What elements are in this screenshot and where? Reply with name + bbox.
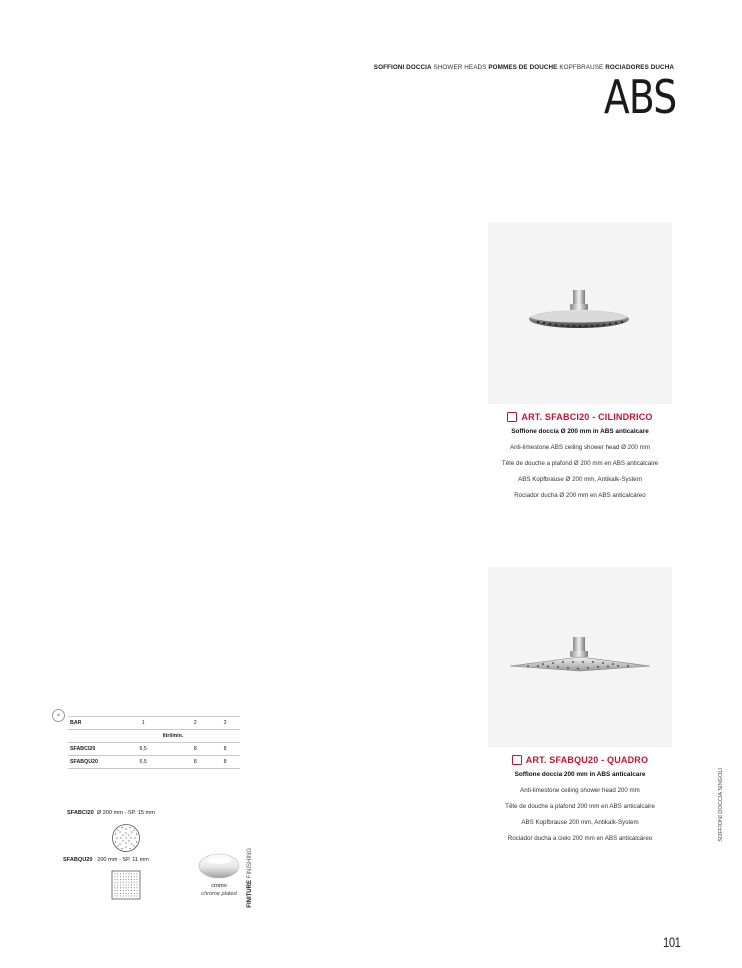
table-cell: 8 (210, 756, 240, 769)
product-image-square (488, 567, 672, 747)
round-shower-head-icon (488, 222, 672, 404)
category-fr: POMMES DE DOUCHE (488, 64, 558, 71)
table-cell: 6,5 (106, 756, 180, 769)
table-cell: 8 (210, 743, 240, 756)
square-head-drawing-icon (111, 870, 141, 900)
product-description-2 (480, 753, 680, 847)
category-es: ROCIADORES DUCHA (605, 64, 674, 71)
table-cell: SFABQU20 (68, 756, 106, 769)
table-unit-row (68, 730, 240, 743)
flow-rate-icon: ⌀ (52, 709, 65, 722)
dimension-label-2 (63, 857, 149, 863)
table-header-cell: 1 (106, 717, 180, 730)
product-desc-it: Soffione doccia Ø 200 mm in ABS anticalcare (511, 428, 649, 435)
side-section-label (718, 768, 730, 864)
dimension-code: SFABQU20 (63, 857, 93, 863)
product-desc-fr: Tête de douche a plafond 200 mm en ABS anticalcaire (505, 803, 655, 810)
product-desc-de: ABS Kopfbrause Ø 200 mm, Antikalk-System (518, 476, 642, 483)
table-row (68, 743, 240, 756)
table-cell: SFABCI20 (68, 743, 106, 756)
product-art-heading (480, 410, 680, 424)
product-desc-it: Soffione doccia 200 mm in ABS anticalcare (514, 771, 646, 778)
page-title: ABS (603, 70, 676, 124)
side-label-text: SOFFIONI DOCCIA SINGOLI (718, 768, 724, 842)
category-en: SHOWER HEADS (433, 64, 487, 71)
table-row (68, 756, 240, 769)
product-desc-de: ABS Kopfbrause 200 mm, Antikalk-System (521, 819, 639, 826)
table-cell: 6,5 (106, 743, 180, 756)
finish-label-light: FINISHING (247, 848, 253, 879)
finish-section-label (247, 848, 259, 906)
product-desc-es: Rociador ducha Ø 200 mm en ABS anticalcáreo (514, 492, 646, 499)
finish-subtitle: chrome plated (201, 891, 237, 897)
product-desc-fr: Tête de douche a plafond Ø 200 mm en ABS anticalcaire (501, 460, 659, 467)
dimension-spec: Ø 200 mm - SP. 15 mm (96, 810, 155, 816)
round-head-drawing-icon (111, 823, 141, 853)
product-desc-en: Anti-limestone ABS ceiling shower head Ø 200 mm (510, 444, 650, 451)
table-header-cell: 3 (210, 717, 240, 730)
table-header-cell: BAR (68, 717, 106, 730)
category-de: KOPFBRAUSE (559, 64, 604, 71)
square-shower-head-icon (488, 567, 672, 747)
product-desc-es: Rociador ducha a cielo 200 mm en ABS anticalcáreo (507, 835, 653, 842)
dimension-code: SFABCI20 (67, 810, 94, 816)
table-unit-cell: litri/min. (106, 730, 240, 743)
product-image-round (488, 222, 672, 404)
product-description-1 (480, 410, 680, 504)
dimension-spec: 200 mm - SP. 11 mm (97, 857, 149, 863)
checkbox-icon (507, 412, 517, 422)
product-art-code: ART. SFABQU20 - QUADRO (525, 755, 649, 765)
page-number: 101 (663, 934, 681, 950)
dimension-label-1 (67, 810, 155, 816)
flow-rate-table (68, 716, 240, 769)
table-header-cell: 2 (180, 717, 210, 730)
product-art-code: ART. SFABCI20 - CILINDRICO (521, 412, 653, 422)
category-it: SOFFIONI DOCCIA (373, 64, 432, 71)
table-cell: 8 (180, 743, 210, 756)
product-art-heading (480, 753, 680, 767)
chrome-finish-swatch (197, 851, 241, 881)
finish-label-bold: FINITURE (247, 880, 253, 908)
table-header-row (68, 717, 240, 730)
checkbox-icon (512, 755, 522, 765)
finish-name: cromo (211, 883, 227, 889)
product-desc-en: Anti-limestone ceiling shower head 200 mm (520, 787, 640, 794)
table-cell: 8 (180, 756, 210, 769)
